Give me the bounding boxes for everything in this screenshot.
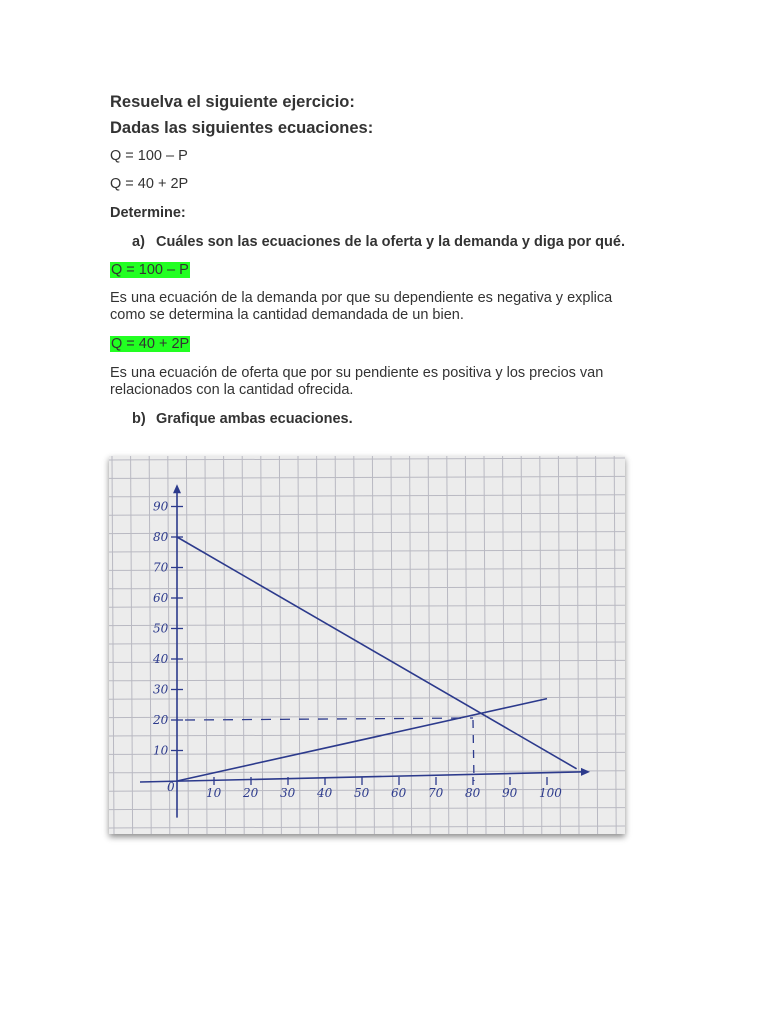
grid-line-vertical — [131, 456, 133, 834]
grid-line-vertical — [614, 456, 616, 834]
grid-line-vertical — [410, 456, 412, 834]
question-b-text: Grafique ambas ecuaciones. — [156, 411, 353, 427]
x-tick-label: 30 — [280, 786, 296, 800]
grid-line-vertical — [447, 456, 449, 834]
grid-line-horizontal — [109, 716, 625, 718]
grid-line-vertical — [149, 456, 151, 834]
x-tick-label: 80 — [465, 786, 481, 800]
grid-line-horizontal — [109, 587, 625, 589]
grid-line-horizontal — [109, 808, 625, 810]
grid-line-vertical — [558, 456, 560, 834]
question-a-text: Cuáles son las ecuaciones de la oferta y la demanda y diga por qué. — [156, 234, 625, 250]
y-tick-label: 10 — [153, 743, 169, 758]
y-tick-label: 90 — [153, 499, 169, 514]
grid-line-horizontal — [109, 642, 625, 644]
origin-label: 0 — [167, 780, 175, 794]
y-tick-label: 60 — [153, 591, 169, 605]
supply-demand-chart — [109, 456, 625, 834]
grid-line-vertical — [577, 456, 579, 834]
x-tick-label: 40 — [317, 786, 333, 800]
grid-line-vertical — [521, 456, 523, 834]
grid-line-vertical — [503, 456, 505, 834]
y-tick-label: 80 — [153, 530, 169, 544]
equation-demand: Q = 100 – P — [110, 148, 188, 164]
grid-line-horizontal — [109, 697, 625, 699]
x-tick-label: 100 — [539, 786, 562, 800]
highlight-demand: Q = 100 – P — [111, 262, 189, 278]
equation-supply: Q = 40 + 2P — [110, 176, 189, 192]
x-axis-arrow — [581, 768, 590, 776]
grid-line-horizontal — [109, 660, 625, 662]
y-tick-label: 20 — [153, 713, 169, 727]
hand-drawn-graph-photo — [109, 456, 625, 834]
grid-line-vertical — [205, 456, 207, 834]
answer-supply-text: Es una ecuación de oferta que por su pendiente es positiva y los precios van relacionados con la cantidad ofrecida. — [110, 365, 604, 398]
heading-equations: Dadas las siguientes ecuaciones: — [110, 119, 374, 137]
grid-line-vertical — [279, 456, 281, 834]
answer-demand-text: Es una ecuación de la demanda por que su dependiente es negativa y explica como se determina la cantidad demandada de un bien. — [110, 290, 613, 323]
answer-demand-equation — [110, 262, 190, 279]
x-tick-label: 50 — [354, 786, 370, 800]
question-a — [132, 234, 625, 250]
grid-line-vertical — [540, 456, 542, 834]
supply-line — [177, 699, 547, 781]
highlight-supply: Q = 40 + 2P — [111, 336, 190, 352]
grid-line-vertical — [224, 456, 226, 834]
grid-line-horizontal — [109, 624, 625, 626]
grid-line-horizontal — [109, 734, 625, 736]
grid-line-vertical — [298, 456, 300, 834]
y-tick-label: 40 — [153, 652, 169, 666]
y-tick-label: 70 — [153, 560, 169, 575]
x-tick-label: 60 — [391, 786, 407, 800]
grid-line-vertical — [112, 456, 114, 834]
x-tick-label: 90 — [502, 786, 518, 800]
grid-line-vertical — [596, 456, 598, 834]
x-tick-label: 10 — [206, 786, 222, 800]
grid-line-horizontal — [109, 605, 625, 607]
determine-label: Determine: — [110, 205, 186, 221]
grid-line-vertical — [428, 456, 430, 834]
grid-line-vertical — [242, 456, 244, 834]
question-a-marker: a) — [132, 234, 145, 250]
grid-line-horizontal — [109, 568, 625, 570]
grid-line-vertical — [261, 456, 263, 834]
y-tick-label: 50 — [153, 621, 169, 636]
grid-line-vertical — [465, 456, 467, 834]
x-tick-label: 20 — [243, 786, 259, 800]
grid-line-vertical — [484, 456, 486, 834]
grid-line-horizontal — [109, 679, 625, 681]
answer-supply-equation — [110, 336, 190, 353]
y-tick-label: 30 — [153, 682, 169, 697]
question-b-marker: b) — [132, 411, 146, 427]
demand-line — [177, 537, 577, 769]
heading-exercise: Resuelva el siguiente ejercicio: — [110, 93, 355, 111]
grid-line-vertical — [186, 456, 188, 834]
question-b — [132, 411, 353, 427]
x-tick-label: 70 — [428, 786, 444, 800]
grid-line-vertical — [391, 456, 393, 834]
grid-line-horizontal — [109, 826, 625, 828]
y-axis-arrow — [173, 484, 181, 493]
chart-series — [177, 537, 577, 781]
